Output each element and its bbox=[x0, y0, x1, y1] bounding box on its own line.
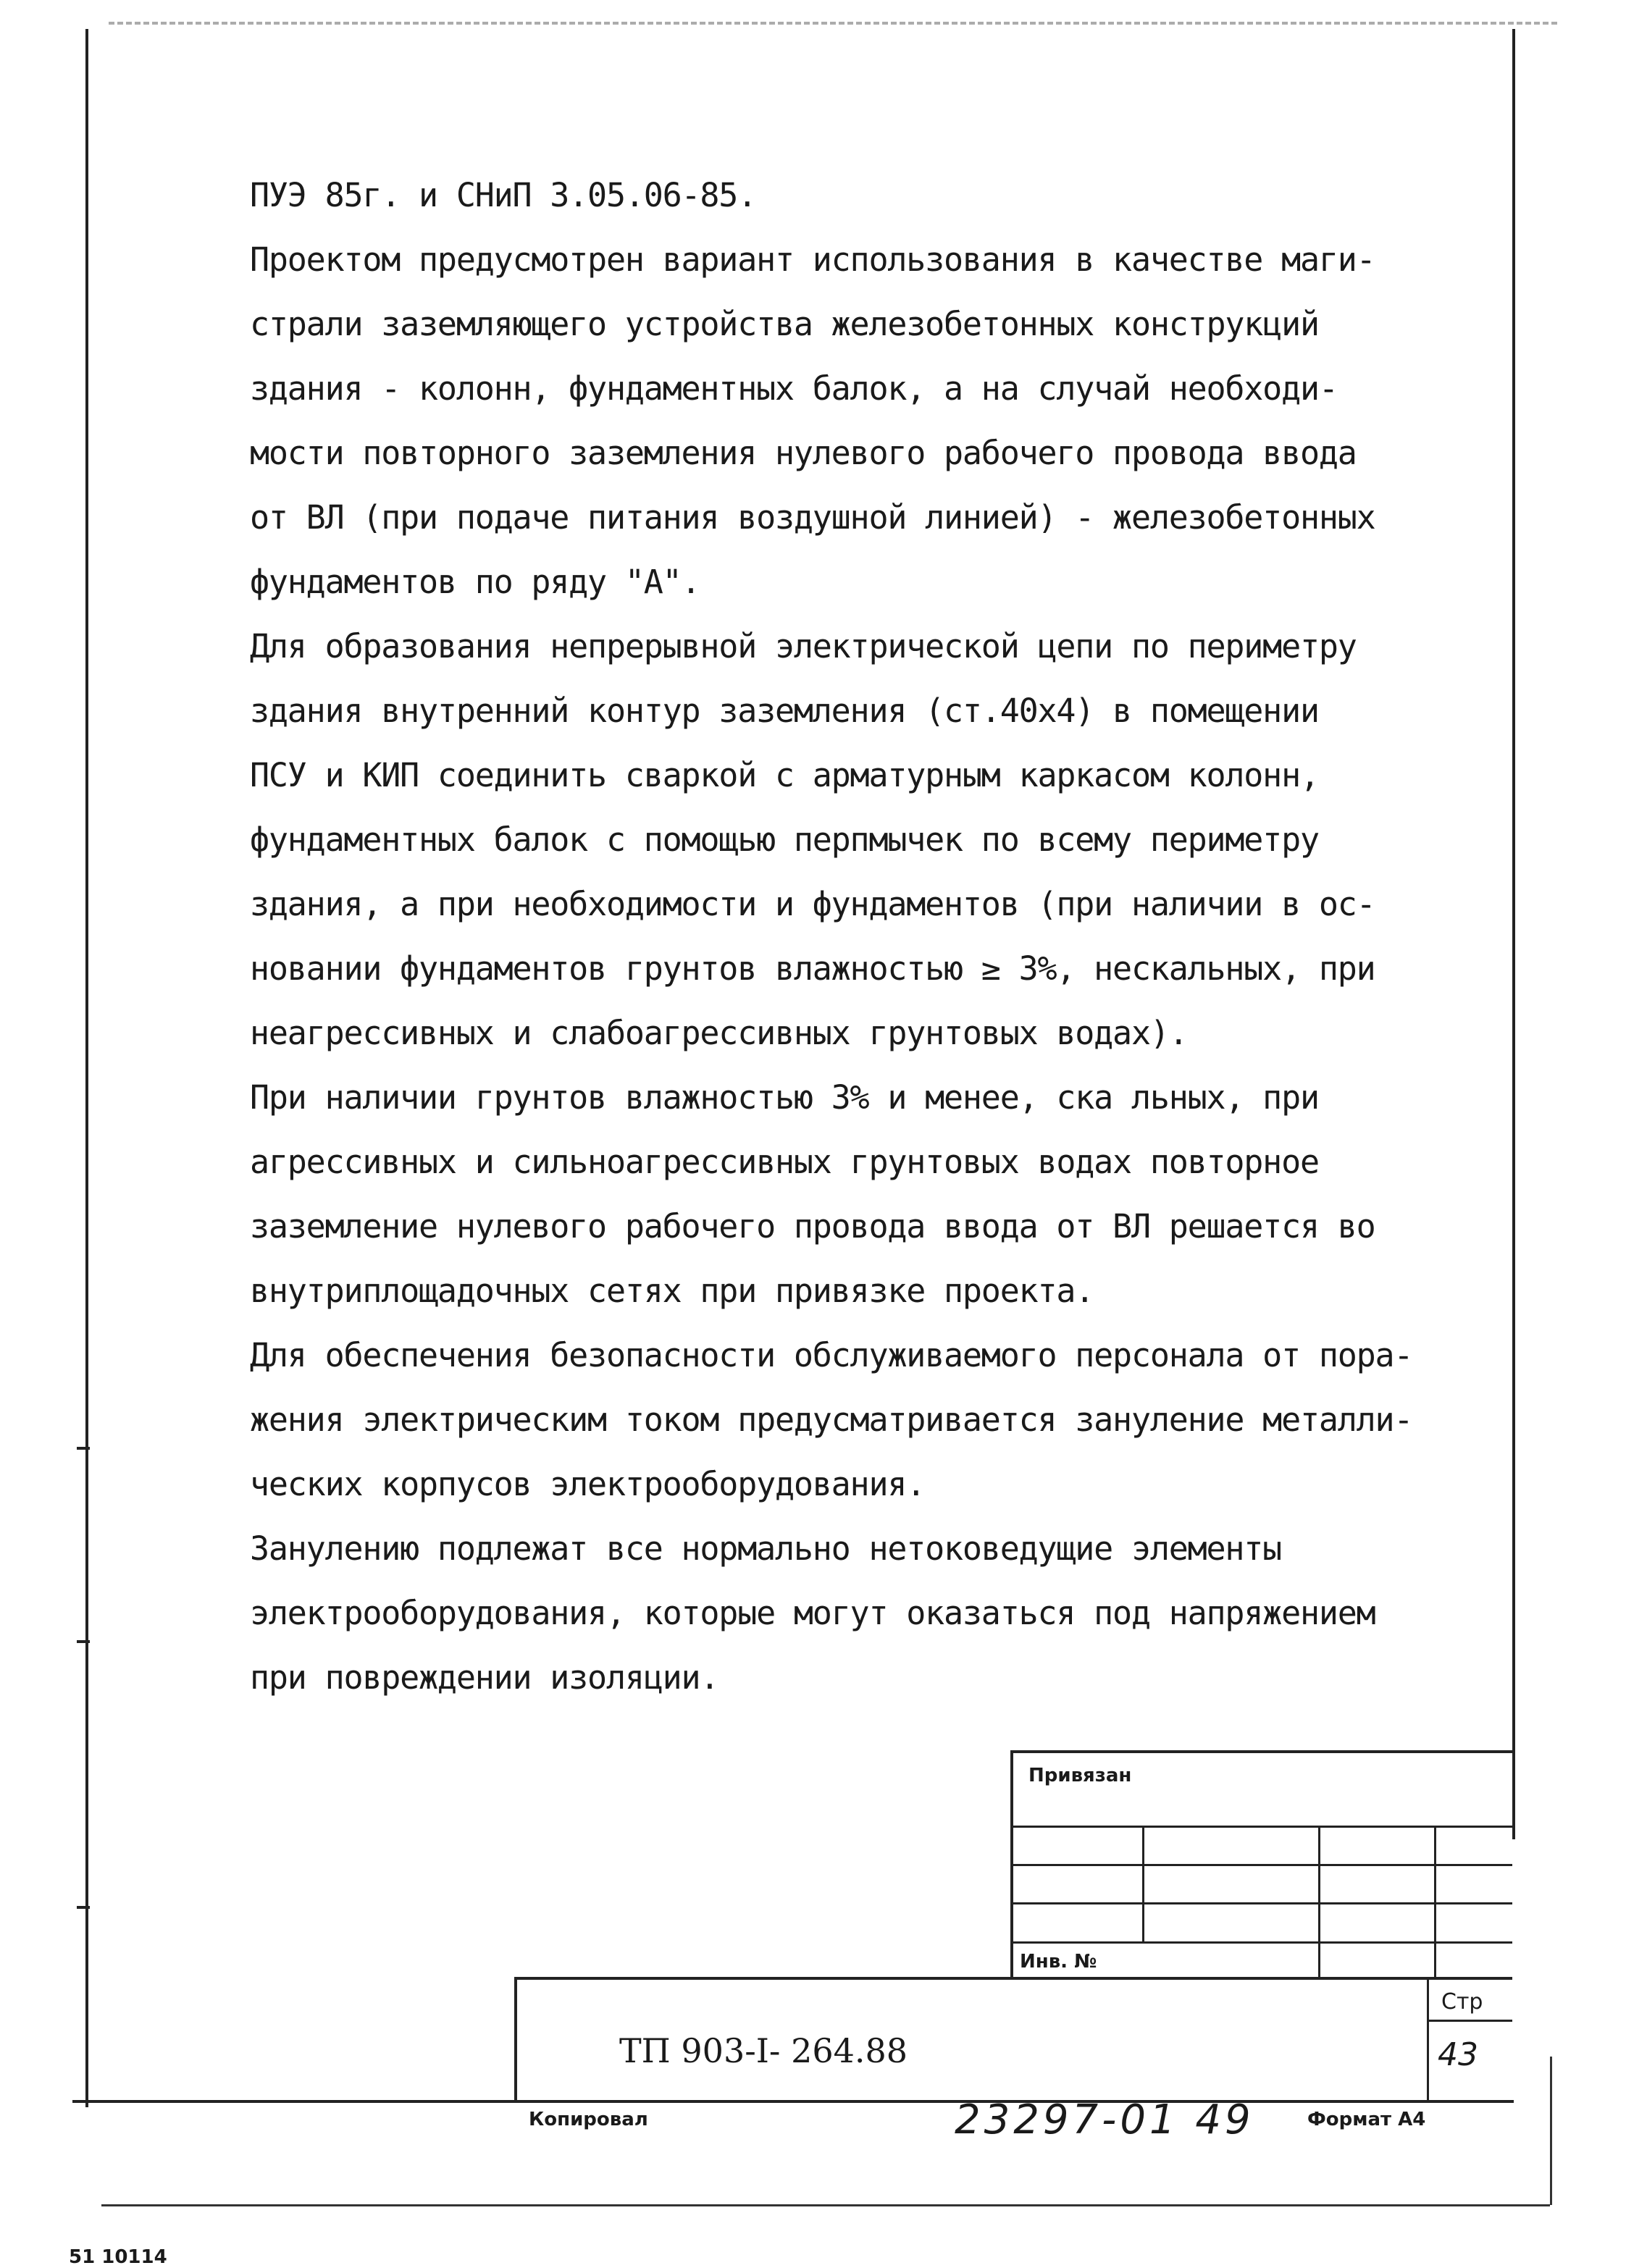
handwritten-number: 23297-01 49 bbox=[955, 2096, 1254, 2143]
stamp-grid-line bbox=[1318, 1826, 1320, 1979]
text-line: ПУЭ 85г. и СНиП 3.05.06-85. bbox=[250, 176, 757, 214]
text-line: здания внутренний контур заземления (ст.40х4) в помещении bbox=[250, 692, 1319, 730]
text-line: фундаментных балок с помощью перпмычек по всему периметру bbox=[250, 820, 1319, 859]
frame-tick-mark bbox=[77, 1447, 90, 1450]
stamp-grid-line bbox=[1427, 1977, 1429, 2100]
text-line: агрессивных и сильноагрессивных грунтовых водах повторное bbox=[250, 1143, 1319, 1181]
stamp-grid-line bbox=[1142, 1826, 1144, 1941]
text-line: страли заземляющего устройства железобетонных конструкций bbox=[250, 305, 1319, 343]
text-line: заземление нулевого рабочего провода ввода от ВЛ решается во bbox=[250, 1207, 1375, 1246]
text-line: ческих корпусов электрооборудования. bbox=[250, 1465, 926, 1503]
text-line: ПСУ и КИП соединить сваркой с арматурным каркасом колонн, bbox=[250, 756, 1319, 794]
stamp-grid-line bbox=[1010, 1902, 1512, 1904]
stamp-grid-line bbox=[1434, 1826, 1436, 1979]
stamp-grid-line bbox=[1010, 1826, 1512, 1828]
inv-number-label: Инв. № bbox=[1020, 1951, 1097, 1973]
text-line: здания - колонн, фундаментных балок, а на случай необходи- bbox=[250, 369, 1338, 408]
stamp-grid-line bbox=[1427, 2020, 1512, 2022]
text-line: Для образования непрерывной электрической цепи по периметру bbox=[250, 627, 1357, 665]
text-line: Проектом предусмотрен вариант использования в качестве маги- bbox=[250, 240, 1375, 279]
archive-code: 51 10114 bbox=[69, 2246, 167, 2268]
frame-right-border bbox=[1512, 29, 1515, 1839]
text-line: жения электрическим током предусматривается зануление металли- bbox=[250, 1400, 1413, 1439]
format-label: Формат А4 bbox=[1307, 2109, 1426, 2130]
page-label: Стр bbox=[1441, 1989, 1483, 2015]
document-body-text bbox=[250, 163, 1481, 1710]
stamp-grid-line bbox=[1010, 1864, 1512, 1866]
frame-bottom-border bbox=[72, 2100, 1514, 2103]
text-line: При наличии грунтов влажностью 3% и менее, ска льных, при bbox=[250, 1078, 1319, 1117]
text-line: мости повторного заземления нулевого рабочего провода ввода bbox=[250, 434, 1357, 472]
text-line: электрооборудования, которые могут оказаться под напряжением bbox=[250, 1594, 1375, 1632]
text-line: внутриплощадочных сетях при привязке проекта. bbox=[250, 1272, 1094, 1310]
document-code: ТП 903-I- 264.88 bbox=[619, 2031, 908, 2070]
text-line: новании фундаментов грунтов влажностью ≥ 3%, нескальных, при bbox=[250, 949, 1375, 988]
text-line: фундаментов по ряду "А". bbox=[250, 563, 700, 601]
trim-line-right bbox=[1550, 2057, 1552, 2205]
text-line: здания, а при необходимости и фундаментов (при наличии в ос- bbox=[250, 885, 1375, 923]
frame-left-border bbox=[85, 29, 88, 2107]
privyazan-label: Привязан bbox=[1028, 1765, 1132, 1786]
text-line: от ВЛ (при подаче питания воздушной линией) - железобетонных bbox=[250, 498, 1375, 537]
page-number: 43 bbox=[1438, 2036, 1478, 2073]
stamp-grid-line bbox=[1010, 1941, 1512, 1944]
text-line: при повреждении изоляции. bbox=[250, 1658, 719, 1697]
frame-tick-mark bbox=[77, 1640, 90, 1643]
text-line: Для обеспечения безопасности обслуживаемого персонала от пора- bbox=[250, 1336, 1413, 1374]
text-line: неагрессивных и слабоагрессивных грунтовых водах). bbox=[250, 1014, 1188, 1052]
scan-artifact-top-line bbox=[109, 22, 1557, 25]
text-line: Занулению подлежат все нормально нетоковедущие элементы bbox=[250, 1529, 1282, 1568]
copied-by-label: Копировал bbox=[529, 2109, 648, 2130]
frame-tick-mark bbox=[77, 1906, 90, 1909]
trim-line-bottom bbox=[101, 2204, 1550, 2206]
